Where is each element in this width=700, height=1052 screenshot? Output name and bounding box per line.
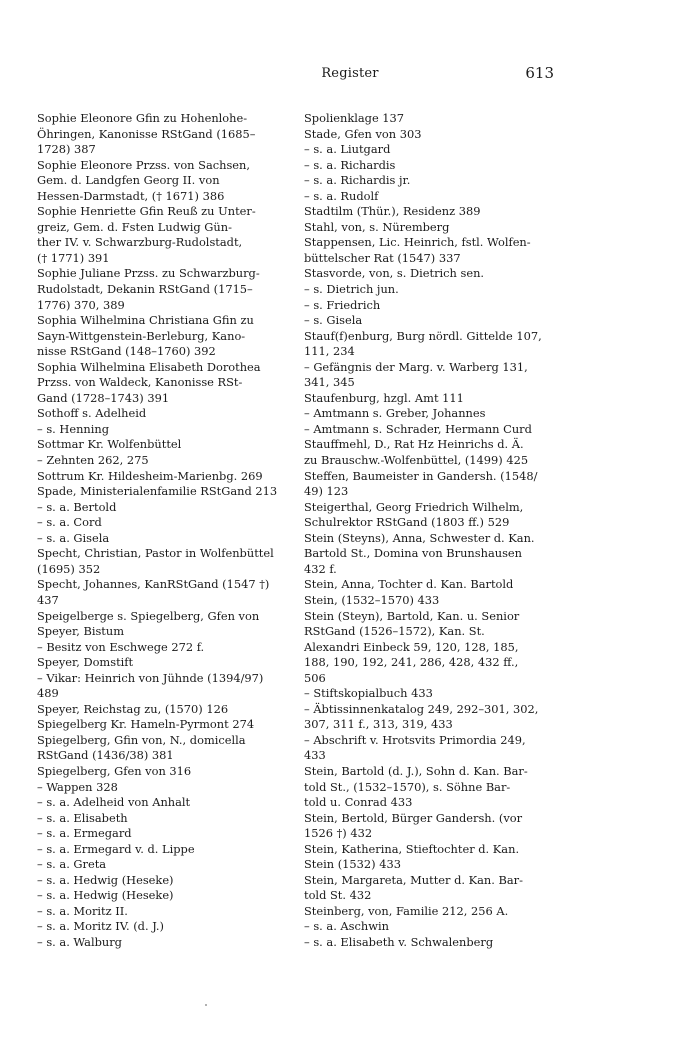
index-entry-line: 49) 123 — [304, 484, 349, 499]
index-entry-line: 433 — [304, 748, 326, 763]
index-entry-line: 1728) 387 — [37, 142, 96, 157]
index-entry — [37, 904, 283, 920]
index-entry-line: – s. a. Greta — [37, 857, 107, 872]
index-entry-line: Stein, Anna, Tochter d. Kan. Bartold — [304, 577, 514, 592]
index-entry-line: – s. a. Moritz IV. (d. J.) — [37, 919, 164, 934]
index-entry — [37, 655, 283, 671]
index-entry-line: told St. 432 — [304, 888, 372, 903]
index-entry-line: told u. Conrad 433 — [304, 795, 413, 810]
index-entry-line: – s. a. Cord — [37, 515, 102, 530]
index-entry — [37, 857, 283, 873]
index-entry-line: Specht, Johannes, KanRStGand (1547 †) — [37, 577, 270, 592]
index-entry — [304, 873, 556, 904]
index-entry-line: Sophie Juliane Przss. zu Schwarzburg- — [37, 266, 260, 281]
index-entry — [37, 484, 283, 500]
index-entry-line: – s. a. Gisela — [37, 530, 110, 545]
index-entry — [37, 919, 283, 935]
index-entry-line: Stein, Bartold (d. J.), Sohn d. Kan. Bar- — [304, 763, 528, 778]
index-entry-line: – s. a. Richardis — [304, 157, 396, 172]
index-entry-line: – s. a. Elisabeth v. Schwalenberg — [304, 934, 494, 949]
index-entry-line: Stappensen, Lic. Heinrich, fstl. Wolfen- — [304, 235, 531, 250]
index-entry-line: RStGand (1526–1572), Kan. St. — [304, 624, 485, 639]
index-entry-line: 307, 311 f., 313, 319, 433 — [304, 717, 453, 732]
index-entry — [304, 531, 556, 578]
index-entry — [304, 733, 556, 764]
index-entry-line: greiz, Gem. d. Fsten Ludwig Gün- — [37, 219, 232, 234]
index-entry — [37, 842, 283, 858]
index-entry — [304, 204, 556, 220]
index-entry-line: Przss. von Waldeck, Kanonisse RSt- — [37, 375, 243, 390]
index-entry — [37, 795, 283, 811]
index-entry — [37, 500, 283, 516]
index-entry-line: told St., (1532–1570), s. Söhne Bar- — [304, 779, 511, 794]
index-entry-line: – s. Henning — [37, 421, 110, 436]
index-entry-line: Sophie Eleonore Przss. von Sachsen, — [37, 157, 250, 172]
index-entry-line: Schulrektor RStGand (1803 ff.) 529 — [304, 515, 510, 530]
index-entry-line: Sottmar Kr. Wolfenbüttel — [37, 437, 182, 452]
index-entry — [37, 422, 283, 438]
index-entry — [37, 111, 283, 158]
index-entry — [304, 702, 556, 733]
index-entry-line: zu Brauschw.-Wolfenbüttel, (1499) 425 — [304, 453, 529, 468]
index-entry — [304, 406, 556, 422]
index-entry — [37, 531, 283, 547]
index-entry — [37, 717, 283, 733]
index-entry — [37, 935, 283, 951]
index-entry-line: – Besitz von Eschwege 272 f. — [37, 639, 205, 654]
index-entry-line: Steffen, Baumeister in Gandersh. (1548/ — [304, 468, 538, 483]
index-entry — [304, 437, 556, 468]
index-entry — [304, 935, 556, 951]
index-entry-line: Steinberg, von, Familie 212, 256 A. — [304, 903, 509, 918]
index-entry-line: Stein (1532) 433 — [304, 857, 401, 872]
index-column-right — [304, 111, 556, 951]
index-entry — [37, 826, 283, 842]
index-entry-line: Stadtilm (Thür.), Residenz 389 — [304, 204, 481, 219]
index-entry-line: 188, 190, 192, 241, 286, 428, 432 ff., — [304, 655, 519, 670]
index-entry-line: – Zehnten 262, 275 — [37, 453, 149, 468]
index-entry-line: – s. a. Richardis jr. — [304, 173, 411, 188]
index-entry — [37, 515, 283, 531]
index-entry — [37, 624, 283, 640]
index-entry-line: Spiegelberg, Gfen von 316 — [37, 763, 192, 778]
index-entry-line: – s. a. Liutgard — [304, 142, 391, 157]
index-entry-line: Stauf(f)enburg, Burg nördl. Gittelde 107, — [304, 328, 542, 343]
index-entry-line: Stein, Katherina, Stieftochter d. Kan. — [304, 841, 520, 856]
index-entry-line: 489 — [37, 686, 59, 701]
index-entry — [37, 609, 283, 625]
index-entry-line: – s. Dietrich jun. — [304, 282, 399, 297]
index-entry-line: Stade, Gfen von 303 — [304, 126, 422, 141]
index-entry-line: ther IV. v. Schwarzburg-Rudolstadt, — [37, 235, 243, 250]
index-entry — [37, 577, 283, 608]
index-entry — [304, 391, 556, 407]
index-entry-line: 506 — [304, 670, 326, 685]
index-entry-line: Speyer, Reichstag zu, (1570) 126 — [37, 701, 229, 716]
index-entry — [304, 282, 556, 298]
index-entry-line: Stauffmehl, D., Rat Hz Heinrichs d. Ä. — [304, 437, 524, 452]
index-entry-line: – s. a. Rudolf — [304, 188, 379, 203]
index-entry — [37, 313, 283, 360]
index-entry — [304, 313, 556, 329]
running-header: Register — [321, 66, 379, 81]
index-entry — [304, 609, 556, 687]
index-entry-line: – Wappen 328 — [37, 779, 118, 794]
index-entry-line: Stahl, von, s. Nüremberg — [304, 219, 450, 234]
index-entry — [304, 111, 556, 127]
index-entry-line: 341, 345 — [304, 375, 355, 390]
index-entry — [37, 640, 283, 656]
index-entry — [37, 546, 283, 577]
index-entry-line: Sophie Eleonore Gfin zu Hohenlohe- — [37, 111, 248, 125]
index-entry — [304, 142, 556, 158]
index-entry-line: Alexandri Einbeck 59, 120, 128, 185, — [304, 639, 519, 654]
page-speck — [205, 1004, 207, 1006]
index-entry-line: – Gefängnis der Marg. v. Warberg 131, — [304, 359, 528, 374]
index-entry-line: – Stiftskopialbuch 433 — [304, 686, 433, 701]
index-entry — [304, 360, 556, 391]
page-number: 613 — [525, 64, 554, 82]
index-entry-line: Specht, Christian, Pastor in Wolfenbüttel — [37, 546, 274, 561]
index-entry — [37, 702, 283, 718]
index-entry-line: Sothoff s. Adelheid — [37, 406, 147, 421]
index-entry-line: Speigelberge s. Spiegelberg, Gfen von — [37, 608, 260, 623]
index-entry-line: Gand (1728–1743) 391 — [37, 390, 170, 405]
index-entry — [304, 266, 556, 282]
index-entry — [304, 842, 556, 873]
index-entry — [304, 500, 556, 531]
index-entry — [37, 266, 283, 313]
index-entry-line: Öhringen, Kanonisse RStGand (1685– — [37, 126, 256, 141]
index-entry-line: Spiegelberg Kr. Hameln-Pyrmont 274 — [37, 717, 255, 732]
index-entry — [304, 329, 556, 360]
index-entry-line: – s. a. Aschwin — [304, 919, 389, 934]
index-entry-line: Speyer, Bistum — [37, 624, 125, 639]
index-entry — [304, 577, 556, 608]
index-entry — [304, 235, 556, 266]
index-entry-line: Stein, Bertold, Bürger Gandersh. (vor — [304, 810, 523, 825]
index-entry-line: Spade, Ministerialenfamilie RStGand 213 — [37, 484, 278, 499]
index-entry — [37, 469, 283, 485]
index-entry-line: Sayn-Wittgenstein-Berleburg, Kano- — [37, 328, 246, 343]
index-entry-line: – s. a. Hedwig (Heseke) — [37, 872, 174, 887]
index-entry-line: – s. a. Ermegard — [37, 826, 132, 841]
index-entry-line: Spiegelberg, Gfin von, N., domicella — [37, 732, 246, 747]
index-entry-line: – s. a. Moritz II. — [37, 903, 128, 918]
index-entry — [304, 189, 556, 205]
index-entry-line: – s. a. Hedwig (Heseke) — [37, 888, 174, 903]
index-entry — [304, 919, 556, 935]
index-entry — [37, 437, 283, 453]
index-entry — [304, 298, 556, 314]
index-entry-line: († 1771) 391 — [37, 250, 110, 265]
index-entry-line: – s. Gisela — [304, 313, 363, 328]
index-entry — [304, 686, 556, 702]
index-entry-line: 1776) 370, 389 — [37, 297, 125, 312]
index-entry-line: – Vikar: Heinrich von Jühnde (1394/97) — [37, 670, 264, 685]
index-entry — [304, 764, 556, 811]
index-entry-line: RStGand (1436/38) 381 — [37, 748, 174, 763]
index-entry — [37, 158, 283, 205]
index-entry-line: Stein (Steyns), Anna, Schwester d. Kan. — [304, 530, 535, 545]
index-entry — [37, 204, 283, 266]
index-entry — [37, 733, 283, 764]
index-entry — [37, 406, 283, 422]
index-entry-line: Speyer, Domstift — [37, 655, 134, 670]
index-entry-line: 1526 †) 432 — [304, 826, 373, 841]
index-entry — [37, 811, 283, 827]
index-entry-line: – Abschrift v. Hrotsvits Primordia 249, — [304, 732, 526, 747]
index-entry-line: Sophia Wilhelmina Christiana Gfin zu — [37, 313, 254, 328]
index-entry-line: Sophie Henriette Gfin Reuß zu Unter- — [37, 204, 256, 219]
index-entry-line: – Amtmann s. Greber, Johannes — [304, 406, 486, 421]
index-entry-line: Stein, Margareta, Mutter d. Kan. Bar- — [304, 872, 523, 887]
index-entry-line: 437 — [37, 592, 59, 607]
index-entry-line: – s. a. Walburg — [37, 934, 122, 949]
index-entry-line: 432 f. — [304, 561, 337, 576]
index-entry — [37, 888, 283, 904]
index-entry-line: – Äbtissinnenkatalog 249, 292–301, 302, — [304, 701, 539, 716]
index-entry-line: Spolienklage 137 — [304, 111, 405, 125]
index-entry-line: Gem. d. Landgfen Georg II. von — [37, 173, 220, 188]
index-entry-line: Steigerthal, Georg Friedrich Wilhelm, — [304, 499, 524, 514]
index-entry — [304, 173, 556, 189]
index-entry — [304, 220, 556, 236]
index-entry — [304, 811, 556, 842]
index-entry — [304, 904, 556, 920]
index-entry-line: – s. a. Elisabeth — [37, 810, 128, 825]
index-entry-line: – s. a. Ermegard v. d. Lippe — [37, 841, 195, 856]
index-entry-line: Stein (Steyn), Bartold, Kan. u. Senior — [304, 608, 520, 623]
index-entry-line: nisse RStGand (148–1760) 392 — [37, 344, 216, 359]
index-entry-line: Stein, (1532–1570) 433 — [304, 592, 440, 607]
index-entry-line: Rudolstadt, Dekanin RStGand (1715– — [37, 282, 253, 297]
index-entry-line: Sophia Wilhelmina Elisabeth Dorothea — [37, 359, 261, 374]
index-entry-line: – Amtmann s. Schrader, Hermann Curd — [304, 421, 532, 436]
index-entry — [304, 422, 556, 438]
index-entry — [37, 453, 283, 469]
index-entry-line: Bartold St., Domina von Brunshausen — [304, 546, 522, 561]
index-entry — [37, 780, 283, 796]
index-entry-line: 111, 234 — [304, 344, 355, 359]
index-entry — [37, 764, 283, 780]
index-entry-line: Sottrum Kr. Hildesheim-Marienbg. 269 — [37, 468, 263, 483]
index-entry-line: – s. a. Bertold — [37, 499, 117, 514]
index-column-left — [37, 111, 283, 951]
index-entry-line: – s. Friedrich — [304, 297, 381, 312]
index-entry-line: (1695) 352 — [37, 561, 101, 576]
index-entry — [304, 158, 556, 174]
index-entry-line: – s. a. Adelheid von Anhalt — [37, 795, 191, 810]
index-entry — [304, 469, 556, 500]
index-entry-line: Staufenburg, hzgl. Amt 111 — [304, 390, 464, 405]
index-entry — [37, 360, 283, 407]
index-entry — [304, 127, 556, 143]
index-entry-line: Stasvorde, von, s. Dietrich sen. — [304, 266, 485, 281]
index-entry-line: büttelscher Rat (1547) 337 — [304, 250, 461, 265]
index-entry — [37, 671, 283, 702]
index-entry — [37, 873, 283, 889]
index-entry-line: Hessen-Darmstadt, († 1671) 386 — [37, 188, 225, 203]
